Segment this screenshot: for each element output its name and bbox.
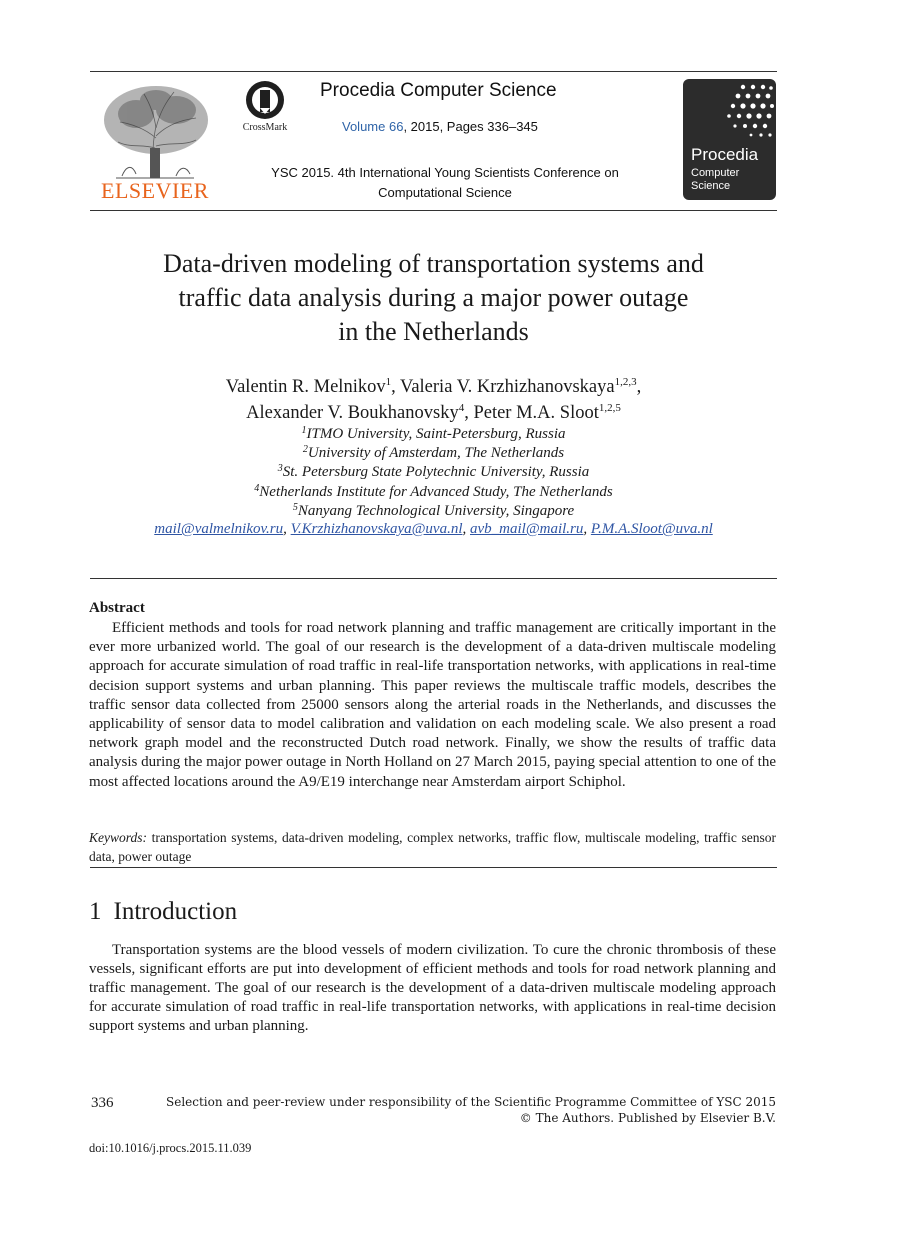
author-name: Alexander V. Boukhanovsky (246, 403, 459, 423)
volume-pages: , 2015, Pages 336–345 (403, 119, 538, 134)
keywords-label: Keywords: (89, 830, 147, 845)
affil-text: St. Petersburg State Polytechnic University, Russia (282, 464, 590, 481)
email-list (90, 521, 777, 538)
affil-text: ITMO University, Saint-Petersburg, Russia (306, 426, 566, 442)
keywords-bottom-rule (90, 867, 777, 868)
footer-peer-review: Selection and peer-review under responsibility of the Scientific Programme Committee of YSC 2015 (166, 1095, 776, 1109)
volume-line (342, 119, 538, 134)
affiliation-list (90, 425, 777, 521)
affiliation (90, 444, 777, 463)
email-link[interactable]: avb_mail@mail.ru (470, 521, 584, 537)
page-number: 336 (91, 1095, 114, 1111)
affil-text: Netherlands Institute for Advanced Study, The Netherlands (259, 483, 613, 500)
conference-line-2: Computational Science (378, 185, 512, 200)
cover-subtitle-line-2: Science (691, 180, 731, 192)
title-line-2: traffic data analysis during a major power outage (178, 283, 689, 312)
author-affil-sup: 1,2,3 (614, 376, 637, 388)
doi[interactable]: doi:10.1016/j.procs.2015.11.039 (89, 1141, 252, 1155)
author-name: Peter M.A. Sloot (473, 403, 599, 423)
journal-name[interactable]: Procedia Computer Science (320, 80, 557, 101)
author-list (90, 374, 777, 426)
cover-subtitle-line-1: Computer (691, 167, 740, 179)
author-line-1 (90, 374, 777, 400)
section-heading (89, 898, 237, 926)
author-affil-sup: 1,2,5 (598, 402, 621, 414)
cover-subtitle (691, 167, 771, 193)
author-affil-sup: 4 (458, 402, 465, 414)
abstract-text: Efficient methods and tools for road network planning and traffic management are critically important in the ever more urbanized world. The goal of our research is the development of a data-driven multiscale modeling approach for accurate simulation of road traffic in real-life transportation networks, with applications in real-time decision support systems and urban planning. This paper reviews the multiscale traffic models, describes the traffic sensor data collected from 25000 sensors along the arterial roads in the Netherlands, and discusses the applicability of sensor data to model calibration and validation on each modeling scale. We also present a road network graph model and the reconstructed Dutch road network. Finally, we show the results of traffic data analysis during the major power outage in North Holland on 27 March 2015, paying special attention to one of the most affected locations around the A9/E19 interchange near Amsterdam airport Schiphol. (89, 620, 776, 790)
section-title: Introduction (113, 898, 238, 925)
author-name: Valeria V. Krzhizhanovskaya (400, 377, 615, 397)
affil-text: Nanyang Technological University, Singapore (297, 502, 575, 519)
affil-sup: 4 (254, 482, 260, 494)
crossmark-label: CrossMark (242, 122, 288, 133)
journal-cover (683, 79, 776, 200)
abstract-heading: Abstract (89, 600, 145, 616)
author-sep: , (391, 377, 401, 397)
author-sep: , (636, 377, 642, 397)
header-bottom-rule (90, 210, 777, 211)
title-line-1: Data-driven modeling of transportation systems and (163, 249, 704, 278)
elsevier-wordmark: ELSEVIER (101, 178, 209, 203)
affil-sup: 1 (301, 425, 307, 436)
section-number: 1 (89, 898, 102, 925)
email-link[interactable]: P.M.A.Sloot@uva.nl (590, 521, 713, 537)
affiliation (90, 425, 777, 444)
cover-title: Procedia (691, 145, 759, 164)
title-line-3: in the Netherlands (338, 317, 529, 346)
author-affil-sup: 1 (385, 376, 392, 388)
conference-name (240, 163, 650, 203)
keywords (89, 829, 776, 866)
conference-line-1: YSC 2015. 4th International Young Scientists Conference on (271, 165, 619, 180)
abstract-top-rule (90, 578, 777, 579)
author-line-2 (90, 400, 777, 426)
email-sep: , (462, 521, 470, 537)
author-name: Valentin R. Melnikov (225, 377, 386, 397)
affil-sup: 3 (277, 463, 283, 475)
email-sep: , (583, 521, 591, 537)
volume-link[interactable]: Volume 66 (342, 119, 404, 134)
affiliation (90, 463, 777, 482)
email-sep: , (283, 521, 291, 537)
affil-sup: 2 (302, 444, 308, 456)
keywords-text: transportation systems, data-driven modeling, complex networks, traffic flow, multiscale modeling, traffic sensor data, power outage (89, 830, 776, 864)
email-link[interactable]: V.Krzhizhanovskaya@uva.nl (290, 521, 463, 537)
footer-copyright: © The Authors. Published by Elsevier B.V. (519, 1111, 776, 1125)
paper-title (90, 247, 777, 349)
header-top-rule (90, 71, 777, 72)
affiliation (90, 502, 777, 521)
affil-text: University of Amsterdam, The Netherlands (307, 445, 565, 462)
email-link[interactable]: mail@valmelnikov.ru (154, 521, 284, 537)
affiliation (90, 483, 777, 502)
affil-sup: 5 (292, 501, 298, 513)
section-body: Transportation systems are the blood vessels of modern civilization. To cure the chronic thrombosis of these vessels, significant efforts are put into development of efficient methods and tools for road network planning and traffic management. The goal of our research is the development of a data-driven multiscale modeling approach for accurate simulation of road traffic in real-life transportation networks, with applications in real-time decision support systems and urban planning. (89, 942, 776, 1034)
author-sep: , (464, 403, 474, 423)
